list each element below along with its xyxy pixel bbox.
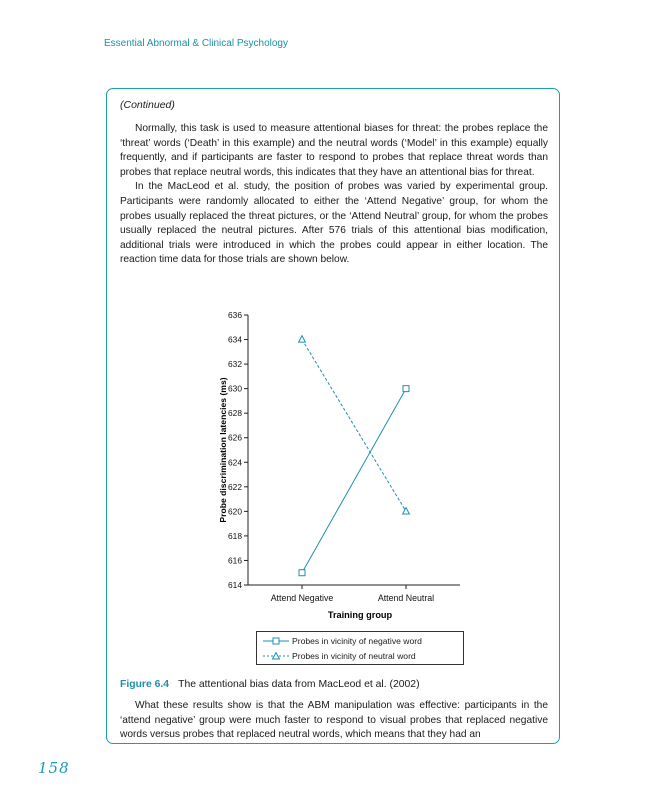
y-tick-label: 624 [228,457,242,468]
y-tick-label: 620 [228,506,242,517]
closing-paragraph-wrap [120,699,548,743]
y-tick-label: 616 [228,555,242,566]
line-chart [120,305,548,625]
data-point-square [299,570,305,576]
paragraph-1: Normally, this task is used to measure attentional biases for threat: the probes replace the ‘threat’ words (‘Death’ in this example) and the neutral words (‘Model’ in this example) equally frequently, and if participants are faster to respond to probes that replace threat words than probes that replace neutral words, this indicates that they have an attentional bias for threat. [120,123,548,178]
legend-label-neutral: Probes in vicinity of neutral word [292,651,416,661]
data-point-triangle [299,336,306,342]
legend-item-negative [263,634,422,648]
figure-caption [120,679,420,690]
paragraph-2: In the MacLeod et al. study, the position of probes was varied by experimental group. Participants were randomly allocated to either the ‘Attend Negative’ group, for whom the probes usually replaced the threat pictures, or the ‘Attend Neutral’ group, for whom the probes usually replaced the neutral pictures. After 576 trials of this attentional bias modification, additional trials were introduced in which the probes could appear in either location. The reaction time data for those trials are shown below. [120,181,548,266]
closing-paragraph: What these results show is that the ABM manipulation was effective: participants in the ‘attend negative’ group were much faster to respond to visual probes that replaced negative words versus probes that replaced neutral words, which means that they had an [120,700,548,741]
x-tick-label: Attend Negative [270,593,334,603]
x-axis-label: Training group [327,610,393,620]
y-tick-label: 626 [228,432,242,443]
page-number: 158 [38,759,70,777]
legend-label-negative: Probes in vicinity of negative word [292,636,422,646]
y-tick-label: 630 [228,383,242,394]
continued-label: (Continued) [120,99,175,111]
continued-box [106,88,560,744]
running-head: Essential Abnormal & Clinical Psychology [104,38,288,49]
figure-number: Figure 6.4 [120,679,170,690]
y-tick-label: 618 [228,530,242,541]
box-content [120,99,548,741]
legend-item-neutral [263,649,416,663]
triangle-marker-icon [263,651,289,661]
y-tick-label: 634 [228,334,242,345]
data-point-triangle [403,508,410,514]
series-line-negative [302,389,406,573]
y-axis-label: Probe discrimination latencies (ms) [218,377,228,523]
figure-caption-text: The attentional bias data from MacLeod et al. (2002) [178,679,420,690]
y-tick-label: 628 [228,408,242,419]
chart-legend [256,631,464,665]
chart [120,305,548,665]
y-tick-label: 614 [228,580,242,590]
y-tick-label: 636 [228,310,242,320]
y-tick-label: 632 [228,359,242,370]
square-marker-icon [263,636,289,646]
y-tick-label: 622 [228,481,242,492]
series-line-neutral [302,340,406,512]
data-point-square [403,386,409,392]
x-tick-label: Attend Neutral [377,593,435,603]
